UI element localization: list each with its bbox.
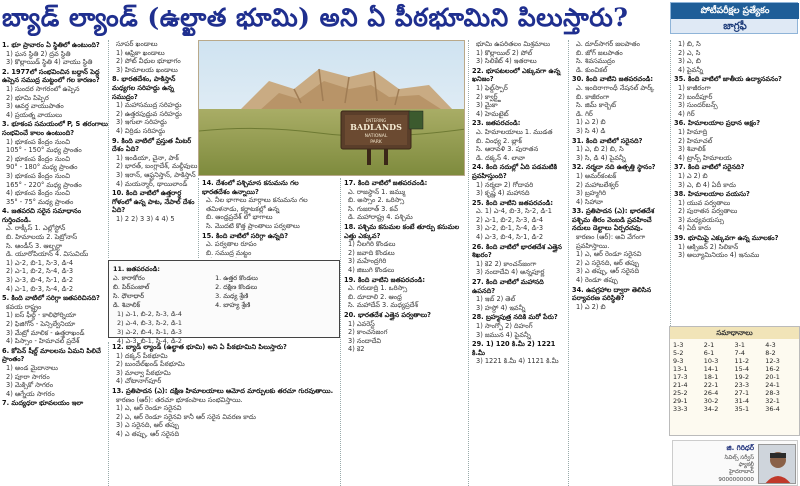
- answer-item: 6-1: [703, 349, 715, 357]
- section-tag: పోటీపరీక్షల ప్రత్యేకం: [671, 3, 799, 19]
- sign-small-text: ENTERING: [365, 118, 387, 123]
- question-text: 7. మద్యధరా భూవలయం ఇలా: [2, 399, 84, 408]
- question-text: 35. కింది వాటిలో జాతీయ ఉద్యానవనం?: [674, 75, 782, 84]
- column-3: [198, 178, 328, 258]
- option-text: కవయ రాష్ట్రం: [6, 302, 42, 311]
- option-text: 3) మాల్వా పీఠభూమి: [116, 368, 171, 377]
- option-text: 3) ఇరాన్, ఆఫ్ఘనిస్తాన్, పాకిస్తాన్: [116, 170, 196, 179]
- question-text: 24. కింది నదుల్లో ఏది పడమటికి ప్రవహిస్తుంది?: [472, 163, 558, 180]
- question-text: 5. కింది వాటిలో సరిగ్గా జతపరిచినది?: [2, 294, 100, 303]
- question-text: 39. భూమిపై ఎక్కువగా ఉన్న మూలకం?: [674, 234, 779, 243]
- option-text: 4) ఏదీ కాదు: [678, 224, 711, 233]
- option-text: 3) ఎ-2, బి-1, సి-4, డి-3: [476, 224, 544, 233]
- option-text: సి. శివసముద్రం: [576, 57, 616, 66]
- match-rows: [113, 274, 335, 346]
- badlands-landscape-image: [199, 41, 465, 176]
- column-6: [568, 40, 670, 486]
- option-text: 2) మహాబలేశ్వర్: [576, 180, 619, 189]
- column-7: [670, 40, 800, 326]
- option-text: తమిళనాడు, కర్ణాటకల్లో ఉన్న: [206, 204, 280, 213]
- column-2-lower: [108, 342, 340, 486]
- answer-item: 13-1: [673, 365, 688, 373]
- option-text: 3) ఎ సరైనది, ఆర్ తప్పు: [116, 421, 180, 430]
- answers-box: [669, 326, 800, 436]
- option-text: 3) ఆవర్త వాయుపాతం: [6, 102, 64, 111]
- option-text: 4) మయన్మార్, థాయిలాండ్: [116, 179, 188, 188]
- option-text: 3) శివాలిక్: [678, 145, 706, 154]
- match-left: సి. ధౌలాధార్: [113, 292, 145, 300]
- answer-item: 35-1: [734, 405, 750, 413]
- option-text: సి. గుజరాత్ 3. కచ్: [348, 204, 399, 213]
- answer-item: 8-2: [765, 349, 776, 357]
- option-text: 2) బందీపూర్: [678, 92, 713, 101]
- option-text: 3) హిమాలయ ఖండాలు: [116, 65, 178, 74]
- option-text: ఎ. పర్వతాల రూపం: [206, 240, 257, 249]
- answer-item: 5-2: [673, 349, 684, 357]
- option-text: 4) హెమటైట్: [476, 109, 509, 118]
- option-text: 1) మహాసముద్ర సరిహద్దు: [116, 101, 182, 110]
- question-text: 1. భూ ప్రావారం ఏ స్థితిలో ఉంటుంది?: [2, 41, 100, 49]
- option-text: 3) ఎ తప్పు, ఆర్ సరైనది: [576, 267, 640, 276]
- option-text: 4) ఎ-1, బి-3, సి-4, డి-2: [6, 284, 74, 293]
- author-card: [672, 440, 798, 486]
- option-text: 3) కృష్ణ 4) మహానది: [476, 189, 530, 198]
- option-text: 1) యువ పర్వతాలు: [678, 198, 731, 207]
- subject-tag: జాగ్రఫీ: [723, 21, 747, 32]
- option-text: బి. ఆంధ్రప్రదేశ్ లో భాగాలు: [206, 213, 273, 222]
- option-text: 3) బ్రహ్మగిరి: [576, 189, 607, 198]
- option-text: భూమి ఉపరితలం మిశ్రమాలు: [476, 40, 550, 48]
- headline: బ్యాడ్ ల్యాండ్ (ఉల్ఖాత భూమి) అని ఏ పీఠభూమిని పిలుస్తారు?: [2, 3, 629, 32]
- option-text: 2) భూమి పిప్పెర: [6, 93, 49, 102]
- option-text: 3) సిలికేట్ 4) ఇతరాలు: [476, 57, 537, 66]
- option-text: సి. జిమ్ కార్బెట్: [576, 101, 617, 110]
- option-text: ఎ. దూద్‌సాగర్ జలపాతం: [576, 40, 641, 48]
- option-text: 2) జవాది కొండలు: [348, 248, 395, 257]
- option-text: బి. సముద్ర మట్టం: [206, 248, 252, 257]
- question-text: 30. కింది వాటిని జతపరచండి:: [572, 75, 654, 84]
- question-text: 17. కింది వాటిలో జతపరచండి:: [344, 179, 428, 187]
- option-text: 2) ఎ-1, బి-2, సి-3, డి-4: [476, 215, 544, 224]
- option-text: 4) జిబుగి కొండలు: [348, 265, 395, 274]
- option-text: 4) ప్రయత్న వాయులు: [6, 110, 63, 119]
- option-text: 4) సిహావా: [576, 197, 604, 206]
- match-left: ఎ. కారాకోరం: [113, 274, 145, 282]
- match-right: 3. మధ్య శ్రేణి: [215, 292, 249, 300]
- option-text: 2) ఫిజిగోన్ - పెన్సిల్వేనియా: [6, 320, 76, 328]
- question-text: 9. కింది వాటిలో ప్రస్తుత మీటర్ దేశం ఏది?: [112, 136, 192, 154]
- option-text: ఎ. రాజస్థాన్ 1. జమ్ము: [348, 187, 406, 196]
- column-4: [340, 178, 468, 486]
- option-text: 1) ఎవరెస్ట్: [348, 319, 375, 328]
- option-text: 1) సుందర సాగరంలో ఉప్పెన: [6, 84, 80, 93]
- match-left: డి. శివాలిక్: [113, 301, 141, 309]
- option-text: 3) ఇగులా సరిహద్దు: [116, 118, 167, 127]
- answer-item: 12-3: [765, 357, 780, 365]
- option-text: 4) గిర్: [678, 109, 695, 118]
- option-text: 3) సి, డి 4) పైవన్నీ: [576, 153, 626, 162]
- option-text: 1) ఎ-2, బి-1, సి-3, డి-4: [6, 258, 74, 267]
- option-text: 3) హస్దో 4) ఇవన్నీ: [476, 303, 526, 312]
- option-text: 3) ఎ, బి: [678, 57, 701, 66]
- answer-item: 26-4: [703, 389, 719, 397]
- question-text: 15. కింది వాటిలో సరిగ్గా ఉన్నది?: [202, 231, 289, 240]
- answers-grid: [670, 339, 799, 415]
- option-text: ఎ. రాక్కీస్ 1. ఎల్లోస్టోన్: [6, 224, 66, 233]
- question-text: 33. ప్రతిపాదన (ఎ): భారతదేశ పశ్చిమ తీరం వెంబడి ప్రవహించే నదులు డెల్టాలు ఏర్పరచవు.: [572, 207, 655, 233]
- option-text: డి. దక్కన్ 4. లావా: [476, 153, 526, 162]
- answer-item: 9-3: [673, 357, 684, 365]
- match-right: 2. దక్షిణ కొండలు: [215, 283, 258, 291]
- option-text: 2) బుందేల్‌ఖండ్ పీఠభూమి: [116, 360, 185, 369]
- answer-item: 10-3: [703, 357, 719, 365]
- column-1: [2, 40, 108, 486]
- author-phone: 9000000000: [718, 477, 754, 483]
- question-text: 27. కింది వాటిలో మహానది ఉపనది?: [472, 278, 544, 295]
- answer-item: 36-4: [765, 405, 780, 413]
- question-text: 6. కోపెన్ షీల్డ్ మాలలను ఏమని పిలిచే ప్రాంతం?: [2, 346, 101, 364]
- sign-badlands-text: BADLANDS: [350, 122, 402, 132]
- option-text: డి. గిర్: [576, 109, 593, 118]
- option-text: 1) అమర్‌కంటక్: [576, 171, 617, 180]
- question-text: 32. నర్మదా నది ఉత్పత్తి స్థానం?: [572, 163, 656, 172]
- option-text: 2) ఎ-1, బి-2, సి-4, డి-3: [6, 267, 74, 276]
- author-line-1: సివిల్స్ సర్వీస్: [724, 455, 754, 461]
- option-text: 4) కె2: [348, 345, 365, 354]
- question-text: 20. భారతదేశ ఎత్తైన పర్వతాలు?: [344, 310, 432, 319]
- option-text: 4) భూకంప కేంద్రం నుంచి: [6, 189, 71, 198]
- option-text: 4) చోటానాగ్‌పూర్: [116, 377, 162, 386]
- option-text: ఎ. హిమాలయాలు 1. ముడత: [476, 127, 553, 136]
- answer-item: 17-3: [673, 373, 688, 381]
- question-text: 22. భూపటలంలో ఎక్కువగా ఉన్న ఖనిజం?: [472, 66, 561, 84]
- question-text: 29. 1) 120 కి.మీ 2) 1221 కి.మీ: [472, 340, 556, 357]
- option-text: సి. మహాదేవ్ 3. మధ్యప్రదేశ్: [348, 301, 419, 310]
- option-text: కారణం (ఆర్): అవి వేగంగా ప్రవహిస్తాయి.: [576, 233, 646, 250]
- option-text: బి. కాజీరంగా: [576, 92, 610, 101]
- option-text: 3) ఎ, బి 4) ఏదీ కాదు: [678, 180, 736, 189]
- option-text: 2) భారత్, బంగ్లాదేశ్, మల్దీవులు: [116, 162, 198, 171]
- option-text: 3) మహేంద్రగిరి: [348, 257, 387, 266]
- answer-item: 28-3: [765, 389, 780, 397]
- option-text: 3) జమున 4) పైవన్నీ: [476, 330, 531, 339]
- option-text: డి. యూరోపియాన్ 4. విసువియ్: [6, 250, 89, 259]
- question-text: 37. కింది వాటిలో సరైనది?: [674, 163, 745, 172]
- answer-item: 33-3: [673, 405, 688, 413]
- question-text: 23. జతపరచండి:: [472, 119, 521, 128]
- question-text: 31. కింది వాటిలో సరైనది?: [572, 136, 643, 145]
- answer-item: 29-1: [673, 397, 688, 405]
- answer-item: 25-2: [673, 389, 688, 397]
- option-text: 165° - 220° మధ్య ప్రాంతం: [6, 180, 82, 189]
- option-text: 1) కొల్లాయిల్ 2) పోల్: [476, 48, 533, 57]
- question-text: 8. భారతదేశం, పాకిస్తాన్ మధ్యగల సరిహద్దు ఉన్న సముద్రం?: [112, 75, 176, 101]
- option-text: 4) ట్రాన్స్ హిమాలయ: [678, 153, 732, 162]
- option-text: బి. వింధ్య 2. బ్లాక్: [476, 136, 522, 145]
- question-text: 10. కింది వాటిలో ఉత్తరార్ధ గోళంలో ఉన్న పాట, నేపాల్ దేశం ఏది?: [112, 189, 195, 215]
- match-option: 1) ఎ-1, బి-2, సి-3, డి-4: [117, 310, 182, 318]
- answer-item: 3-1: [734, 341, 745, 349]
- option-text: సూపర్ ఖండాలు: [116, 40, 158, 48]
- column-2: [108, 40, 198, 258]
- option-text: 2) ఎ సరైనది, ఆర్ తప్పు: [576, 258, 640, 267]
- option-text: 2) హిమాచల్: [678, 136, 713, 145]
- option-text: 1) ఎ, ఆర్ రెండూ సరైనవి: [576, 250, 642, 259]
- answer-item: 21-4: [673, 381, 688, 389]
- question-text: 38. హిమాలయాల వయసు?: [674, 190, 750, 199]
- option-text: 3) నందాదేవి: [348, 336, 382, 345]
- author-line-3: హైదరాబాద్: [729, 469, 754, 475]
- author-line-2: ఫ్యాకల్టీ: [738, 462, 754, 468]
- option-text: 2) ఎ, ఆర్ రెండూ సరైనవి కానీ ఆర్ సరైన వివరణ కాదు: [116, 412, 256, 421]
- option-text: 1) ఎ 2) బి: [678, 171, 708, 180]
- option-text: 105° - 150° మధ్య ప్రాంతం: [6, 146, 82, 155]
- option-text: 1) ఆఫ్రికా ఖండాలు: [116, 48, 165, 57]
- option-text: 1) నర్మదా 2) గోదావరి: [476, 180, 534, 189]
- answers-heading: సమాధానాలు: [670, 327, 799, 339]
- question-text: 25. కింది వాటిని జతపరచండి:: [472, 198, 554, 207]
- option-text: ఎ. 1) ఎ-4, బి-3, సి-2, డి-1: [476, 207, 552, 216]
- answer-item: 24-1: [765, 381, 780, 389]
- answer-item: 22-1: [703, 381, 719, 389]
- option-text: 2) భూకంప కేంద్రం నుంచి: [6, 154, 71, 163]
- answer-item: 18-1: [703, 373, 719, 381]
- question-text: 12. బ్యాడ్ ల్యాండ్ (ఉల్ఖాత భూమి) అని ఏ పీఠభూమిని పిలుస్తారు?: [112, 343, 287, 351]
- option-text: బి. జోగ్ జలపాతం: [576, 48, 623, 57]
- option-text: సి. ఆరావళి 3. పురాతన: [476, 145, 539, 154]
- match-row: [113, 274, 335, 283]
- option-text: బి. దూదాలి 2. ఆంధ్ర: [348, 292, 402, 301]
- match-row: [113, 292, 335, 301]
- option-text: 1) బి, సి: [678, 40, 701, 48]
- answer-item: 2-1: [703, 341, 715, 349]
- match-question-box: [108, 260, 340, 345]
- option-text: 3) ఎ-3, బి-4, సి-1, డి-2: [6, 276, 74, 285]
- option-text: డి. కుంచికల్: [576, 65, 608, 74]
- badlands-photo: [198, 40, 465, 176]
- author-photo-icon: [759, 445, 796, 484]
- option-text: 4) పైవన్నీ: [678, 65, 704, 74]
- answer-item: 4-3: [765, 341, 776, 349]
- option-text: బి. అస్సాం 2. ఒరిస్సా: [348, 196, 405, 205]
- answer-item: 1-3: [673, 341, 684, 349]
- option-text: ఎ. ఇందిరాగాంధీ నేషనల్ పార్క్: [576, 83, 655, 92]
- answer-item: 31-4: [734, 397, 750, 405]
- option-text: [202, 257, 328, 258]
- question-text: 3. భూకంప సమయంలో P, S తరంగాలు సంభవించే కాలం ఉంటుంది?: [2, 120, 108, 137]
- option-text: 2) కాంచనజంగ: [348, 328, 388, 337]
- answer-item: 19-2: [734, 373, 750, 381]
- option-text: 1) అండ మైదానాలు: [6, 363, 58, 372]
- sign-park-text: PARK: [370, 140, 382, 145]
- option-text: 1) కాజీరంగా: [678, 83, 711, 92]
- option-text: 3) మధ్యవయస్సు: [678, 215, 724, 224]
- option-text: సి. ఆండీస్ 3. ఆల్బర్టా: [6, 241, 63, 250]
- option-text: 4) పిస్సాం - హిమాచల్ ప్రదేశ్: [6, 337, 80, 346]
- option-text: 3) మేట్రో మాలిక - ఉత్తరాఖండ్: [6, 328, 85, 337]
- question-text: 4. జతపరచి సరైన సమాధానం గుర్తించండి.: [2, 207, 82, 224]
- option-text: 2) పూరా సాగరం: [6, 372, 50, 381]
- match-row: [113, 301, 335, 310]
- option-text: 2) క్వార్ట్జ్: [476, 92, 501, 101]
- answer-item: 7-4: [734, 349, 745, 357]
- option-text: 1) 2 2) 3 3) 4 4) 5: [116, 214, 175, 223]
- answer-item: 14-1: [703, 365, 719, 373]
- option-text: 1) నీలగిరి కొండలు: [348, 240, 396, 249]
- answer-item: 30-2: [703, 397, 719, 405]
- question-text: 19. కింది వాటిని జతపరచండి:: [344, 275, 426, 284]
- option-text: 1) కె2 2) కాంచన్‌జంగా: [476, 259, 537, 268]
- option-text: ఎ. నీల భాగాలు మార్గాలు కనుమను గల: [206, 196, 308, 205]
- option-text: 1) దక్కన్ పీఠభూమి: [116, 351, 168, 360]
- match-option: 4) ఎ-3, బి-1, సి-4, డి-2: [117, 337, 182, 345]
- match-left: బి. పిర్‌పంజాల్: [113, 283, 150, 291]
- option-text: 2) ఉత్తరపుధ్రువ సరిహద్దు: [116, 109, 182, 118]
- option-text: 1) ఎ 2) బి: [576, 302, 606, 311]
- option-text: 3) సి 4) డి: [576, 126, 606, 135]
- option-text: 3) భూకంప కేంద్రం నుంచి: [6, 171, 71, 180]
- option-text: 1) సాంగ్పో 2) దిహంగ్: [476, 322, 533, 330]
- option-text: 3) నందాదేవి 4) అన్నపూర్ణ: [476, 268, 545, 277]
- author-name: జి. గిరిధర్: [726, 444, 754, 452]
- option-text: 3) కొల్లాయిడ్ స్థితి 4) వాయు స్థితి: [6, 58, 93, 67]
- author-avatar: [758, 444, 796, 484]
- option-text: 1) ఇబ్ 2) తెల్: [476, 295, 516, 304]
- option-text: 1) హిమాద్రి: [678, 127, 708, 136]
- option-text: 2) పోట్ వీధుల భూభాగం: [116, 57, 181, 66]
- option-text: 4) రెండూ తప్పు: [576, 276, 618, 285]
- sign-national-text: NATIONAL: [364, 134, 388, 139]
- match-row: [113, 283, 335, 292]
- column-5: [468, 40, 568, 486]
- question-text: 13. ప్రతిపాదన (ఎ): దక్షిణ హిమాలయాలు ఆమోద మార్పులకు తరచూ గురవుతాయి.: [112, 386, 334, 395]
- option-text: 3) మెక్సికో సాగరం: [6, 381, 54, 390]
- match-title: 11. జతపరచండి:: [113, 265, 160, 273]
- option-text: 4) ఎ-3, బి-4, సి-1, డి-2: [476, 233, 544, 242]
- match-option: 2) ఎ-4, బి-3, సి-2, డి-1: [117, 319, 182, 327]
- question-text: 36. హిమాలయాల ప్రధాన అక్షం?: [674, 119, 761, 128]
- option-text: 3) సుందర్‌బన్స్: [678, 101, 718, 110]
- option-text: 4) ఆగ్నేయ సాగరం: [6, 389, 55, 398]
- answer-item: 27-1: [734, 389, 750, 397]
- option-text: 1) ఫెల్డ్‌స్పార్: [476, 83, 508, 92]
- option-text: 3) అల్యూమినియం 4) ఇనుము: [678, 251, 760, 260]
- option-text: డి. మహారాష్ట్ర 4. పశ్చిమ: [348, 213, 413, 222]
- option-text: 4) విర్రిడు సరిహద్దు: [116, 126, 166, 135]
- option-text: 1) ఎ, బి 2) బి, సి: [576, 145, 624, 154]
- option-text: 1) ఆక్సిజన్ 2) సిలికాన్: [678, 242, 739, 251]
- option-text: బి. హిమాలయ 2. పెట్రోనాస్: [6, 233, 78, 242]
- option-text: 2) పురాతన పర్వతాలు: [678, 207, 738, 216]
- match-option: 3) ఎ-2, బి-4, సి-1, డి-3: [117, 328, 182, 336]
- question-text: 2. 1977లో సంభవించిన బద్దాన్ పెద్ద ఉప్పెన సముద్ర మట్టంలో గల కారణం?: [2, 67, 100, 85]
- option-text: 1) ఘన స్థితి 2) ద్రవ స్థితి: [6, 49, 71, 58]
- option-text: 1) ఇండియా, చైనా, పాక్: [116, 153, 179, 162]
- question-text: 26. కింది వాటిలో భారతదేశ ఎత్తైన శిఖరం?: [472, 242, 562, 260]
- question-text: 28. బ్రహ్మపుత్ర నదికి మరో పేరు?: [472, 313, 558, 322]
- option-text: 1) ఎ 2) బి: [576, 118, 606, 127]
- answer-item: 32-1: [765, 397, 780, 405]
- option-text: కారణం (ఆర్): తరచూ భూకంపాలు సంభవిస్తాయి.: [116, 395, 243, 404]
- answer-item: 15-4: [734, 365, 750, 373]
- option-text: 90° - 180° మధ్య ప్రాంతం: [6, 163, 78, 172]
- answer-item: 34-2: [703, 405, 719, 413]
- option-text: 3) మైకా: [476, 101, 498, 110]
- question-text: 18. పశ్చిమ కనుమల కంటే తూర్పు కనుమల ఎత్తు ఎక్కువ?: [344, 222, 460, 240]
- option-text: 35° - 75° మధ్య ప్రాంతం: [6, 197, 74, 206]
- match-right: 1. ఉత్తర కొండలు: [215, 274, 258, 282]
- option-text: 2) ఎ, సి: [678, 48, 701, 57]
- option-text: 1) ఐస్ ఫీల్డ్ - కాలిఫోర్నియా: [6, 311, 77, 320]
- option-text: సి. మొదటి కొత్త ప్రాంతాలు పర్వతాలు: [206, 221, 300, 230]
- section-tag-box: [670, 2, 798, 34]
- answer-item: 23-3: [734, 381, 750, 389]
- answer-item: 11-2: [734, 357, 750, 365]
- option-text: 3) 1221 కి.మీ 4) 1121 కి.మీ: [476, 357, 559, 366]
- match-right: 4. బాహ్య శ్రేణి: [215, 301, 251, 309]
- question-text: 14. దేశంలో పశ్చిమాన కనుమను గల భారతదేశం ఉన్నాయి?: [202, 179, 299, 196]
- option-text: 1) ఎ, ఆర్ రెండూ సరైనవి: [116, 404, 182, 413]
- question-text: 34. ఉపగ్రహాల ద్వారా తెలిసిన పర్యావరణ పరిస్థితి?: [572, 285, 652, 303]
- answer-item: 16-2: [765, 365, 780, 373]
- answer-item: 20-1: [765, 373, 780, 381]
- option-text: ఎ. గరుడాద్రి 1. ఒరిస్సా: [348, 284, 408, 293]
- option-text: 1) భూకంప కేంద్రం నుంచి: [6, 137, 71, 146]
- option-text: 4) ఎ తప్పు, ఆర్ సరైనది: [116, 429, 180, 438]
